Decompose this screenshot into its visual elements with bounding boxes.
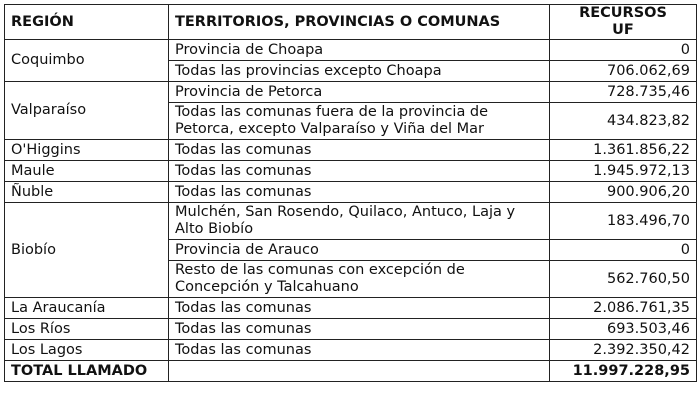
region-cell: O'Higgins bbox=[5, 140, 169, 161]
resources-table bbox=[4, 4, 697, 382]
resources-cell: 0 bbox=[550, 40, 697, 61]
region-cell: Coquimbo bbox=[5, 40, 169, 82]
table-row bbox=[5, 140, 697, 161]
region-cell: Maule bbox=[5, 161, 169, 182]
header-resources-line1: RECURSOS bbox=[579, 5, 667, 21]
table-row bbox=[5, 203, 697, 240]
resources-cell: 2.392.350,42 bbox=[550, 340, 697, 361]
territory-cell: Todas las comunas fuera de la provincia de Petorca, excepto Valparaíso y Viña del Mar bbox=[169, 103, 550, 140]
total-resources: 11.997.228,95 bbox=[550, 361, 697, 382]
territory-cell: Todas las comunas bbox=[169, 140, 550, 161]
table-row bbox=[5, 340, 697, 361]
territory-cell: Provincia de Petorca bbox=[169, 82, 550, 103]
region-cell: Ñuble bbox=[5, 182, 169, 203]
header-resources-line2: UF bbox=[612, 22, 634, 38]
total-label: TOTAL LLAMADO bbox=[5, 361, 169, 382]
header-territories: TERRITORIOS, PROVINCIAS O COMUNAS bbox=[169, 5, 550, 40]
territory-cell: Todas las comunas bbox=[169, 298, 550, 319]
territory-cell: Mulchén, San Rosendo, Quilaco, Antuco, Laja y Alto Biobío bbox=[169, 203, 550, 240]
territory-cell: Todas las comunas bbox=[169, 161, 550, 182]
region-cell: La Araucanía bbox=[5, 298, 169, 319]
resources-cell: 434.823,82 bbox=[550, 103, 697, 140]
resources-cell: 183.496,70 bbox=[550, 203, 697, 240]
territory-cell: Todas las comunas bbox=[169, 340, 550, 361]
resources-cell: 706.062,69 bbox=[550, 61, 697, 82]
resources-cell: 2.086.761,35 bbox=[550, 298, 697, 319]
resources-cell: 900.906,20 bbox=[550, 182, 697, 203]
resources-cell: 1.361.856,22 bbox=[550, 140, 697, 161]
total-territory-cell bbox=[169, 361, 550, 382]
resources-cell: 0 bbox=[550, 240, 697, 261]
table-row bbox=[5, 161, 697, 182]
region-cell: Valparaíso bbox=[5, 82, 169, 140]
table-row bbox=[5, 82, 697, 103]
region-cell: Biobío bbox=[5, 203, 169, 298]
territory-cell: Todas las comunas bbox=[169, 319, 550, 340]
header-row bbox=[5, 5, 697, 40]
territory-cell: Todas las comunas bbox=[169, 182, 550, 203]
resources-cell: 693.503,46 bbox=[550, 319, 697, 340]
table-row bbox=[5, 182, 697, 203]
territory-cell: Provincia de Choapa bbox=[169, 40, 550, 61]
resources-cell: 562.760,50 bbox=[550, 261, 697, 298]
header-region: REGIÓN bbox=[5, 5, 169, 40]
territory-cell: Resto de las comunas con excepción de Concepción y Talcahuano bbox=[169, 261, 550, 298]
territory-cell: Provincia de Arauco bbox=[169, 240, 550, 261]
table-row bbox=[5, 319, 697, 340]
table-row bbox=[5, 298, 697, 319]
resources-cell: 1.945.972,13 bbox=[550, 161, 697, 182]
territory-cell: Todas las provincias excepto Choapa bbox=[169, 61, 550, 82]
total-row bbox=[5, 361, 697, 382]
region-cell: Los Ríos bbox=[5, 319, 169, 340]
region-cell: Los Lagos bbox=[5, 340, 169, 361]
resources-cell: 728.735,46 bbox=[550, 82, 697, 103]
header-resources bbox=[550, 5, 697, 40]
table-row bbox=[5, 40, 697, 61]
